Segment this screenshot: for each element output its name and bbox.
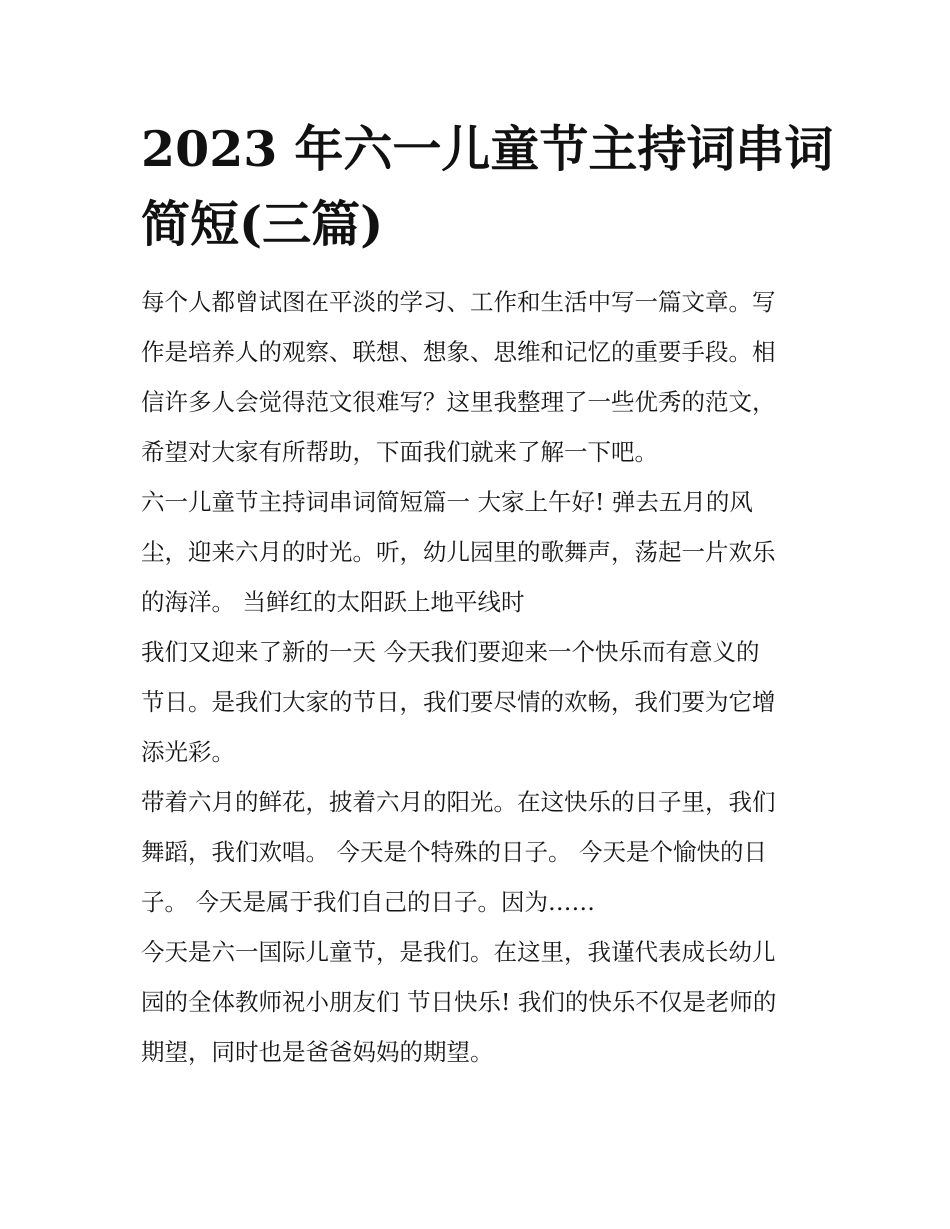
text-line: 尘，迎来六月的时光。听，幼儿园里的歌舞声，荡起一片欢乐 xyxy=(141,538,776,566)
text-line: 园的全体教师祝小朋友们 节日快乐! 我们的快乐不仅是老师的 xyxy=(141,988,777,1016)
text-line: 添光彩。 xyxy=(141,738,235,766)
title-line: 2023 年六一儿童节主持词串词 xyxy=(141,120,834,178)
text-line: 带着六月的鲜花，披着六月的阳光。在这快乐的日子里，我们 xyxy=(141,788,776,816)
document-body xyxy=(141,277,821,1077)
text-line: 六一儿童节主持词串词简短篇一 大家上午好! 弹去五月的风 xyxy=(141,488,753,516)
text-line: 作是培养人的观察、联想、想象、思维和记忆的重要手段。相 xyxy=(141,338,776,366)
text-line: 节日。是我们大家的节日，我们要尽情的欢畅，我们要为它增 xyxy=(141,688,776,716)
text-line: 希望对大家有所帮助，下面我们就来了解一下吧。 xyxy=(141,438,658,466)
text-line: 期望，同时也是爸爸妈妈的期望。 xyxy=(141,1038,494,1066)
text-line: 的海洋。 当鲜红的太阳跃上地平线时 xyxy=(141,588,525,616)
text-line: 子。 今天是属于我们自己的日子。因为…… xyxy=(141,888,595,916)
text-line: 我们又迎来了新的一天 今天我们要迎来一个快乐而有意义的 xyxy=(141,638,760,666)
title-line: 简短(三篇) xyxy=(141,195,384,253)
text-line: 今天是六一国际儿童节，是我们。在这里，我谨代表成长幼儿 xyxy=(141,938,776,966)
text-line: 每个人都曾试图在平淡的学习、工作和生活中写一篇文章。写 xyxy=(141,288,776,316)
text-line: 舞蹈，我们欢唱。 今天是个特殊的日子。 今天是个愉快的日 xyxy=(141,838,767,866)
document-title xyxy=(141,112,834,262)
text-line: 信许多人会觉得范文很难写？这里我整理了一些优秀的范文， xyxy=(141,388,776,416)
